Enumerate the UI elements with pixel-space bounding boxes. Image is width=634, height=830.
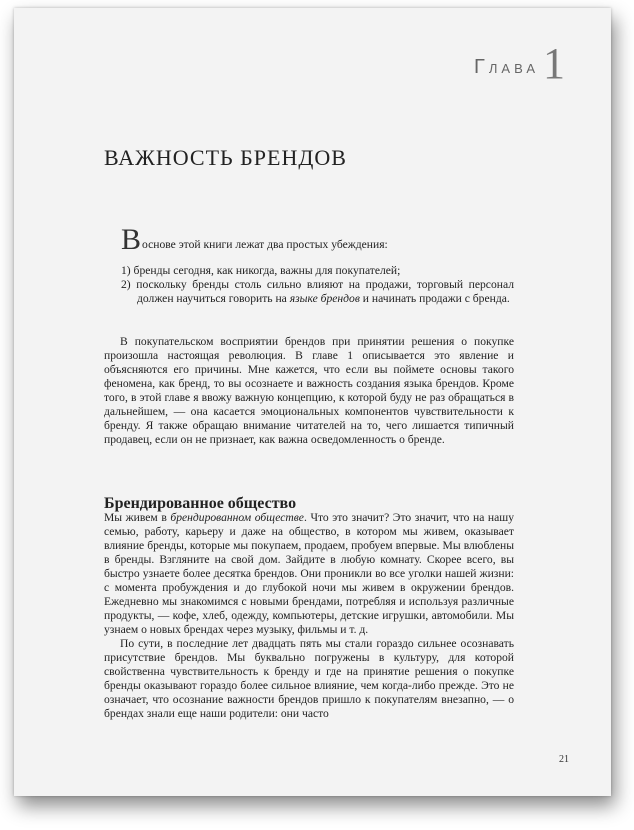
chapter-marker	[474, 39, 565, 88]
list-item	[121, 278, 514, 306]
drop-cap: В	[121, 223, 142, 256]
paragraph-emphasis: брендированном обществе	[170, 511, 304, 524]
intro-lead: основе этой книги лежат два простых убеждения:	[142, 238, 388, 251]
page-number: 21	[559, 754, 569, 765]
body-paragraph-3: По сути, в последние лет двадцать пять мы стали гораздо сильнее осознавать присутствие брендов. Мы буквально погружены в культуру, для которой свойственна чувствительность к бренду и где на принятие решения о покупке бренды оказывают гораздо более сильное влияние, чем когда-либо прежде. Это не означает, что осознание важности брендов пришло к покупателям внезапно, — о брендах знали еще наши родители: они часто	[104, 637, 514, 720]
chapter-title: ВАЖНОСТЬ БРЕНДОВ	[104, 144, 347, 170]
list-item-emphasis: языке брендов	[289, 292, 360, 305]
chapter-word	[474, 56, 539, 79]
chapter-number: 1	[543, 39, 565, 88]
chapter-word-rest: ЛАВА	[488, 61, 539, 76]
beliefs-list	[121, 264, 514, 306]
list-item-text: 2) поскольку бренды столь сильно влияют на продажи, торговый персонал должен научиться говорить на	[121, 278, 514, 305]
intro-block	[121, 223, 514, 306]
paragraph-text: В покупательском восприятии брендов при принятии решения о покупке произошла настоящая революция. В главе 1 описывается это явление и объясняются его причины. Мне кажется, что если вы поймете основы такого феномена, как бренд, то вы осознаете и важность создания языка брендов. Кроме того, в этой главе я ввожу важную концепцию, к которой буду не раз обращаться в дальнейшем, — она касается эмоциональных компонентов чувствительности к бренду. Я также обращаю внимание читателей на то, чего лишается типичный продавец, если он не признает, как важна осведомленность о бренде.	[104, 335, 514, 446]
list-item: 1) бренды сегодня, как никогда, важны для покупателей;	[121, 264, 401, 277]
body-paragraph-1	[104, 335, 514, 447]
body-section	[104, 511, 514, 721]
intro-lead-line	[121, 223, 514, 256]
paragraph-rest: . Что это значит? Это значит, что на нашу семью, работу, карьеру и даже на общество, в котором мы живем, оказывает влияние бренды, которые мы покупаем, продаем, пробуем впервые. Мы влюблены в бренды. Взгляните на свой дом. Зайдите в любую комнату. Скорее всего, вы быстро узнаете более десятка брендов. Они проникли во все уголки нашей жизни: с момента пробуждения и до глубокой ночи мы живем в окружении брендов. Ежедневно мы знакомимся с новыми брендами, потребляя и используя различные продукты, — кофе, хлеб, одежду, компьютеры, детские игрушки, автомобили. Мы узнаем о новых брендах через музыку, фильмы и т. д.	[104, 511, 514, 636]
body-paragraph-2	[104, 511, 514, 637]
book-page	[14, 8, 611, 796]
paragraph-start: Мы живем в	[104, 511, 171, 524]
section-heading: Брендированное общество	[104, 495, 297, 513]
list-item-tail: и начинать продажи с бренда.	[359, 292, 510, 305]
chapter-word-capital: Г	[474, 56, 489, 78]
